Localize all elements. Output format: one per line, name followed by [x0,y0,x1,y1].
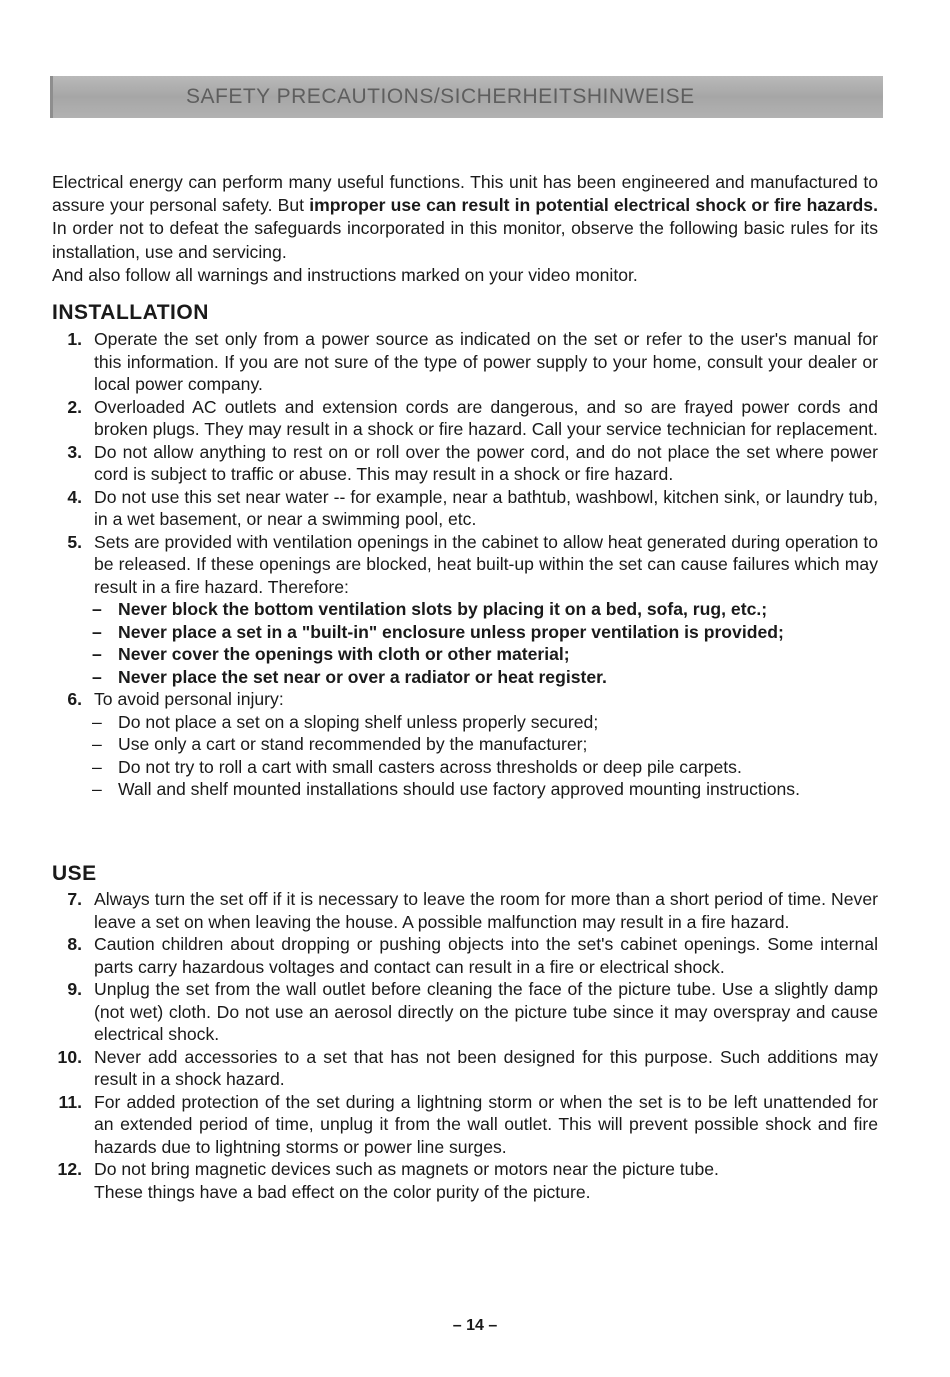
installation-heading: INSTALLATION [52,301,209,324]
item-number: 7. [67,889,82,909]
dash-marker: – [92,644,102,664]
use-list [52,888,878,1203]
item-text: Do not bring magnetic devices such as magnets or motors near the picture tube. [94,1159,719,1179]
sub-item-text: Never cover the openings with cloth or other material; [118,644,570,664]
sub-item [52,643,878,666]
title-banner [50,76,883,118]
item-text: Sets are provided with ventilation openings in the cabinet to allow heat generated during operation to be released. If these openings are blocked, heat built-up within the set can cause failures which may result in a fire hazard. Therefore: [94,531,878,597]
list-item [52,933,878,978]
item-number: 12. [57,1159,82,1179]
dash-marker: – [92,756,102,777]
item-number: 8. [67,934,82,954]
intro-part2: In order not to defeat the safeguards incorporated in this monitor, observe the following basic rules for its installation, use and servicing. [52,218,878,262]
item-text: For added protection of the set during a lightning storm or when the set is to be left unattended for an extended period of time, unplug it from the wall outlet. This will prevent possible shock and fire hazards due to lightning storms or power line surges. [94,1091,878,1157]
dash-marker: – [92,599,102,619]
list-item [52,1158,878,1203]
sub-item [52,621,878,644]
item-text: Operate the set only from a power source as indicated on the set or refer to the user's manual for this information. If you are not sure of the type of power supply to your home, consult your dealer or local power company. [94,329,878,394]
page-number: – 14 – [452,1317,498,1334]
dash-marker: – [92,621,102,642]
list-item [52,1046,878,1091]
item-number: 10. [57,1046,82,1067]
sub-item-text: Never place a set in a "built-in" enclosure unless proper ventilation is provided; [118,621,784,642]
sub-item [52,711,878,734]
item-number: 5. [67,531,82,552]
item-text: Overloaded AC outlets and extension cords are dangerous, and so are frayed power cords and broken plugs. They may result in a shock or fire hazard. Call your service technician for replacement. [94,396,878,439]
list-item [52,1091,878,1159]
dash-marker: – [92,779,102,799]
sub-item-text: Do not place a set on a sloping shelf unless properly secured; [118,711,599,732]
sub-item-text: Do not try to roll a cart with small casters across thresholds or deep pile carpets. [118,756,742,777]
item-text: Do not use this set near water -- for example, near a bathtub, washbowl, kitchen sink, or laundry tub, in a wet basement, or near a swimming pool, etc. [94,486,878,529]
intro-part1: Electrical energy can perform many useful functions. This unit has been engineered and manufactured to assure your personal safety. But [52,172,878,216]
installation-list [52,328,878,801]
list-item [52,978,878,1046]
item-text: Do not allow anything to rest on or roll over the power cord, and do not place the set where power cord is subject to traffic or abuse. This may result in a shock or fire hazard. [94,441,878,484]
list-item [52,486,878,531]
intro-text [52,171,878,264]
sub-item [52,598,878,621]
page-title: SAFETY PRECAUTIONS/SICHERHEITSHINWEISE [186,85,695,108]
list-item [52,688,878,711]
intro-paragraph [52,171,878,287]
sub-item-text: Wall and shelf mounted installations should use factory approved mounting instructions. [118,779,800,799]
item-text: Always turn the set off if it is necessary to leave the room for more than a short period of time. Never leave a set on when leaving the house. A possible malfunction may result in a fire hazard. [94,889,878,932]
item-text: Unplug the set from the wall outlet before cleaning the face of the picture tube. Use a slightly damp (not wet) cloth. Do not use an aerosol directly on the picture tube since it may overspray and cause electrical shock. [94,979,878,1044]
item-text: Caution children about dropping or pushing objects into the set's cabinet openings. Some internal parts carry hazardous voltages and contact can result in a fire or electrical shock. [94,934,878,977]
item-number: 11. [58,1091,82,1112]
sub-item-text: Use only a cart or stand recommended by the manufacturer; [118,734,588,754]
item-number: 4. [67,486,82,507]
item-number: 3. [67,441,82,462]
intro-warning: improper use can result in potential electrical shock or fire hazards. [309,195,878,216]
list-item [52,328,878,396]
list-item [52,531,878,599]
intro-line2: And also follow all warnings and instructions marked on your video monitor. [52,264,638,285]
sub-item [52,733,878,756]
item-text: Never add accessories to a set that has not been designed for this purpose. Such additions may result in a shock hazard. [94,1046,878,1089]
list-item [52,441,878,486]
dash-marker: – [92,711,102,732]
sub-item [52,666,878,689]
item-text-continued: These things have a bad effect on the color purity of the picture. [94,1181,591,1202]
list-item [52,888,878,933]
item-number: 9. [67,979,82,999]
item-text: To avoid personal injury: [94,689,284,709]
sub-item [52,756,878,779]
dash-marker: – [92,666,102,687]
item-number: 1. [67,329,82,349]
sub-item-text: Never place the set near or over a radiator or heat register. [118,666,607,687]
list-item [52,396,878,441]
item-number: 2. [67,396,82,417]
dash-marker: – [92,734,102,754]
sub-item-text: Never block the bottom ventilation slots by placing it on a bed, sofa, rug, etc.; [118,599,768,619]
use-heading: USE [52,862,97,885]
item-number: 6. [67,689,82,709]
sub-item [52,778,878,801]
